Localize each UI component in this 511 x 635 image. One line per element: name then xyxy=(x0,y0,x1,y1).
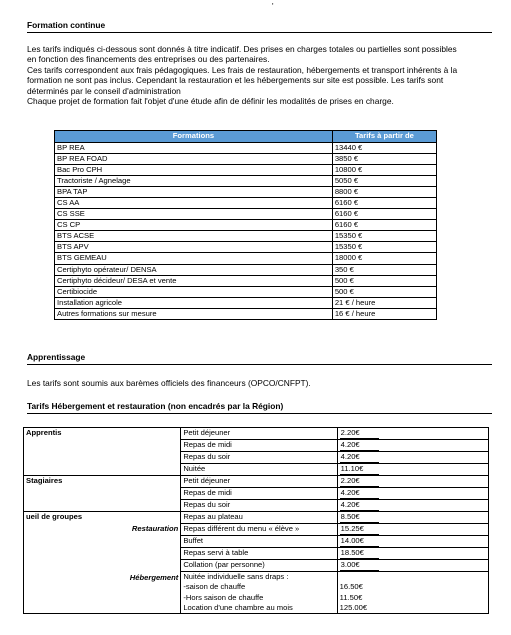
subcategory-restauration: Restauration xyxy=(24,524,181,536)
item-label: Repas du soir xyxy=(181,452,337,464)
formation-name: BTS GEMEAU xyxy=(55,253,333,264)
apprentissage-text: Les tarifs sont soumis aux barèmes officiels des financeurs (OPCO/CNFPT). xyxy=(27,378,311,388)
nuitee-title: Nuitée individuelle sans draps : xyxy=(183,572,289,581)
item-label: Repas au plateau xyxy=(181,512,337,524)
item-price: 2.20€ xyxy=(340,428,379,439)
item-label: Repas de midi xyxy=(181,440,337,452)
item-price-cell xyxy=(337,488,488,500)
item-label: Repas du soir xyxy=(181,500,337,512)
category-spacer xyxy=(24,548,181,560)
intro-line: déterminés par le conseil d'administration xyxy=(27,85,181,96)
formation-name: BTS ACSE xyxy=(55,231,333,242)
item-price: 4.20€ xyxy=(340,488,379,499)
intro-paragraph xyxy=(27,44,497,106)
table-row xyxy=(55,164,437,175)
formation-price: 13440 € xyxy=(332,142,436,153)
table-row xyxy=(55,297,437,308)
nuitee-cell xyxy=(181,572,337,614)
table-row xyxy=(24,536,489,548)
item-price: 4.20€ xyxy=(340,500,379,511)
formation-name: Certiphyto opérateur/ DENSA xyxy=(55,264,333,275)
item-price-cell xyxy=(337,476,488,488)
item-label: Nuitée xyxy=(181,464,337,476)
table-row xyxy=(55,275,437,286)
formation-price: 500 € xyxy=(332,286,436,297)
header-formations: Formations xyxy=(55,131,333,143)
table-row xyxy=(24,500,489,512)
table-row xyxy=(55,175,437,186)
section-rule xyxy=(27,32,492,33)
formation-price: 18000 € xyxy=(332,253,436,264)
category-stagiaires: Stagiaires xyxy=(24,476,181,488)
table-row xyxy=(55,220,437,231)
table-row xyxy=(55,209,437,220)
table-row xyxy=(55,242,437,253)
formation-name: CS AA xyxy=(55,197,333,208)
formation-price: 3850 € xyxy=(332,153,436,164)
category-spacer xyxy=(24,560,181,572)
table-row xyxy=(55,253,437,264)
item-label: Petit déjeuner xyxy=(181,428,337,440)
item-label: Repas de midi xyxy=(181,488,337,500)
formation-price: 16 € / heure xyxy=(332,308,436,319)
item-price: 15.25€ xyxy=(340,524,379,535)
item-price: 18.50€ xyxy=(340,548,379,559)
item-label: Petit déjeuner xyxy=(181,476,337,488)
intro-line: formation ne sont pas inclus. Cependant la restauration et les hébergements sur site est possible. Les tarifs sont xyxy=(27,75,444,86)
tarifs-header-row xyxy=(55,131,437,143)
category-groupes: ueil de groupes xyxy=(24,512,181,524)
formation-price: 8800 € xyxy=(332,186,436,197)
section-rule xyxy=(27,413,492,414)
table-row xyxy=(24,512,489,524)
table-row xyxy=(24,548,489,560)
item-price: 8.50€ xyxy=(340,512,379,523)
category-spacer xyxy=(24,440,181,452)
item-price-cell xyxy=(337,548,488,560)
item-price: 14.00€ xyxy=(340,536,379,547)
table-row xyxy=(24,452,489,464)
category-apprentis: Apprentis xyxy=(24,428,181,440)
formation-name: BP REA xyxy=(55,142,333,153)
formation-name: CS CP xyxy=(55,220,333,231)
header-tarifs: Tarifs à partir de xyxy=(332,131,436,143)
item-price: 4.20€ xyxy=(340,452,379,463)
table-row xyxy=(24,428,489,440)
formation-name: Installation agricole xyxy=(55,297,333,308)
intro-line: Ces tarifs correspondent aux frais pédagogiques. Les frais de restauration, hébergements et transport inhérents à la xyxy=(27,64,458,75)
header-mark: ' xyxy=(272,2,274,11)
intro-line: en fonction des financements des entreprises ou des partenaires. xyxy=(27,54,270,65)
item-price-cell xyxy=(337,464,488,476)
subcategory-hebergement: Hébergement xyxy=(24,572,181,614)
item-price-cell xyxy=(337,512,488,524)
table-row xyxy=(55,153,437,164)
item-price-cell xyxy=(337,500,488,512)
item-price: 4.20€ xyxy=(340,440,379,451)
formation-price: 21 € / heure xyxy=(332,297,436,308)
tarifs-body xyxy=(55,142,437,320)
item-label: Collation (par personne) xyxy=(181,560,337,572)
formation-price: 500 € xyxy=(332,275,436,286)
item-price-cell xyxy=(337,440,488,452)
formation-name: BTS APV xyxy=(55,242,333,253)
item-price-cell xyxy=(337,428,488,440)
category-spacer xyxy=(24,500,181,512)
nuitee-price-cell xyxy=(337,572,488,614)
intro-line: Les tarifs indiqués ci-dessous sont donnés à titre indicatif. Des prises en charges totales ou partielles sont possibles xyxy=(27,44,457,54)
table-row xyxy=(55,264,437,275)
table-row xyxy=(55,142,437,153)
table-row xyxy=(55,308,437,319)
formation-name: Bac Pro CPH xyxy=(55,164,333,175)
table-row xyxy=(55,231,437,242)
category-spacer xyxy=(24,488,181,500)
table-row xyxy=(55,186,437,197)
item-price-cell xyxy=(337,536,488,548)
formation-price: 6160 € xyxy=(332,197,436,208)
formation-name: CS SSE xyxy=(55,209,333,220)
item-label: Repas servi à table xyxy=(181,548,337,560)
item-price: 2.20€ xyxy=(340,476,379,487)
section-title-formation: Formation continue xyxy=(27,20,106,30)
item-label: Repas différent du menu « élève » xyxy=(181,524,337,536)
intro-line: Chaque projet de formation fait l'objet d'une étude afin de définir les modalités de prises en charge. xyxy=(27,95,394,106)
formation-price: 6160 € xyxy=(332,209,436,220)
formation-price: 6160 € xyxy=(332,220,436,231)
table-row xyxy=(24,524,489,536)
formation-name: Certiphyto décideur/ DESA et vente xyxy=(55,275,333,286)
item-label: Buffet xyxy=(181,536,337,548)
section-title-apprentissage: Apprentissage xyxy=(27,352,86,362)
formation-name: BPA TAP xyxy=(55,186,333,197)
table-row xyxy=(24,464,489,476)
item-price-cell xyxy=(337,452,488,464)
item-label: -Hors saison de chauffe xyxy=(183,592,264,602)
table-row xyxy=(24,476,489,488)
category-spacer xyxy=(24,536,181,548)
table-row xyxy=(24,440,489,452)
formation-price: 15350 € xyxy=(332,231,436,242)
item-label: Location d'une chambre au mois xyxy=(183,602,293,612)
hebergement-table xyxy=(23,427,489,614)
price-spacer xyxy=(340,572,486,582)
formation-price: 15350 € xyxy=(332,242,436,253)
item-price: 16.50€ xyxy=(339,582,363,592)
item-price: 125.00€ xyxy=(339,602,368,612)
category-spacer xyxy=(24,464,181,476)
formation-price: 10800 € xyxy=(332,164,436,175)
section-rule xyxy=(27,364,492,365)
formation-name: Autres formations sur mesure xyxy=(55,308,333,319)
item-price: 3.00€ xyxy=(340,560,379,571)
item-label: -saison de chauffe xyxy=(183,582,246,592)
formation-price: 5050 € xyxy=(332,175,436,186)
table-row xyxy=(24,560,489,572)
item-price-cell xyxy=(337,524,488,536)
item-price-cell xyxy=(337,560,488,572)
table-row xyxy=(55,286,437,297)
formation-name: Certibiocide xyxy=(55,286,333,297)
table-row xyxy=(55,197,437,208)
tarifs-table xyxy=(54,130,437,320)
category-spacer xyxy=(24,452,181,464)
table-row xyxy=(24,572,489,614)
item-price: 11.50€ xyxy=(339,592,363,602)
table-row xyxy=(24,488,489,500)
item-price: 11.10€ xyxy=(340,464,379,475)
formation-name: Tractoriste / Agnelage xyxy=(55,175,333,186)
formation-name: BP REA FOAD xyxy=(55,153,333,164)
formation-price: 350 € xyxy=(332,264,436,275)
section-title-tarifs-heb: Tarifs Hébergement et restauration (non encadrés par la Région) xyxy=(27,401,284,411)
